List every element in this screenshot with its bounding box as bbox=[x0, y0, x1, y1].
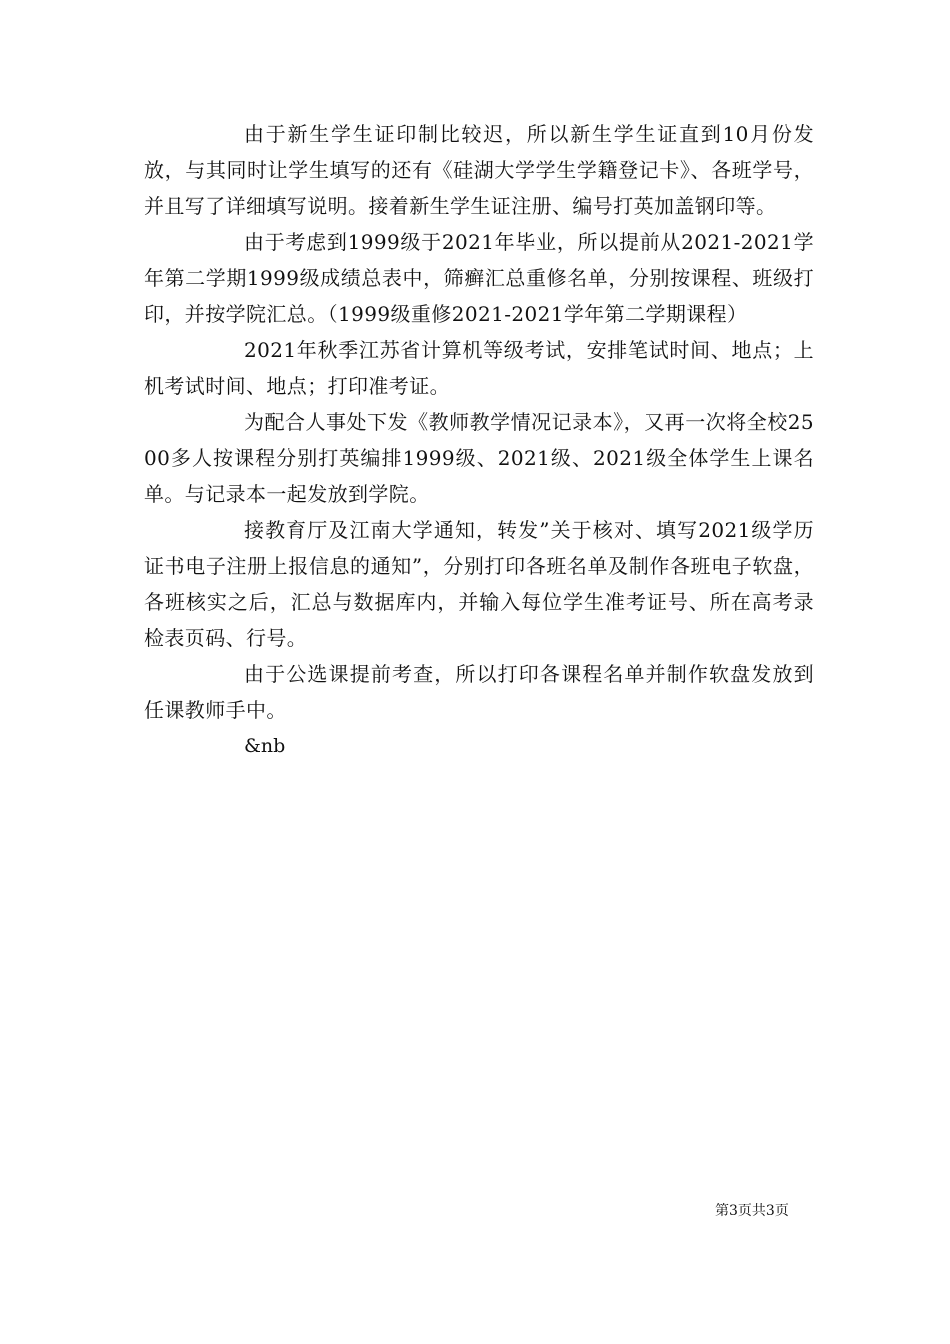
paragraph-diploma-registration: 接教育厅及江南大学通知，转发”关于核对、填写2021级学历证书电子注册上报信息的通知”，分别打印各班名单及制作各班电子软盘，各班核实之后，汇总与数据库内，并输入每位学生准考证号、所在高考录检表页码、行号。 bbox=[144, 518, 814, 650]
paragraph-student-id: 由于新生学生证印制比较迟，所以新生学生证直到10月份发放，与其同时让学生填写的还有《硅湖大学学生学籍登记卡》、各班学号，并且写了详细填写说明。接着新生学生证注册、编号打英加盖钢印等。 bbox=[144, 122, 814, 218]
paragraph-teaching-record: 为配合人事处下发《教师教学情况记录本》，又再一次将全校2500多人按课程分别打英编排1999级、2021级、2021级全体学生上课名单。与记录本一起发放到学院。 bbox=[144, 410, 814, 506]
trailing-text: &nb bbox=[244, 735, 286, 757]
paragraph-elective-course: 由于公选课提前考查，所以打印各课程名单并制作软盘发放到任课教师手中。 bbox=[144, 662, 814, 722]
paragraph-retake-list: 由于考虑到1999级于2021年毕业，所以提前从2021-2021学年第二学期1999级成绩总表中，筛癣汇总重修名单，分别按课程、班级打印，并按学院汇总。（1999级重修2021-2021学年第二学期课程） bbox=[144, 230, 814, 326]
paragraph-computer-exam: 2021年秋季江苏省计算机等级考试，安排笔试时间、地点；上机考试时间、地点；打印准考证。 bbox=[144, 338, 814, 398]
document-body bbox=[144, 116, 814, 764]
page-number-footer: 第3页共3页 bbox=[715, 1203, 789, 1219]
